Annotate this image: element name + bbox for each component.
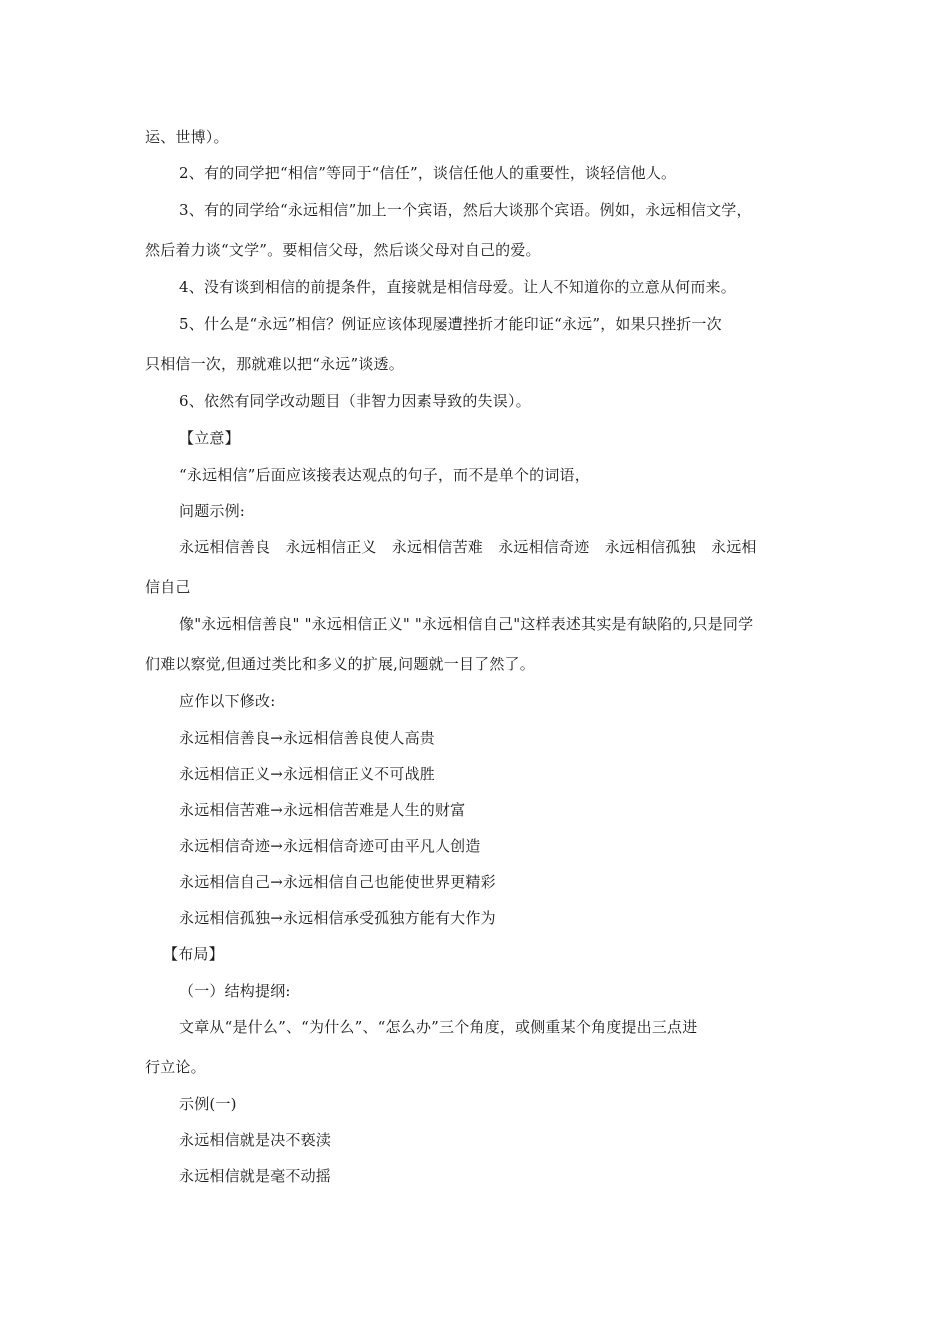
text-line-4: 然后着力谈“文学”。要相信父母，然后谈父母对自己的爱。 (145, 241, 541, 259)
text-line-11: 问题示例: (179, 502, 246, 520)
text-line-7: 只相信一次，那就难以把“永远”谈透。 (145, 355, 404, 373)
revision-item-4: 永远相信奇迹→永远相信奇迹可由平凡人创造 (179, 837, 481, 855)
example-heading: 示例(一) (179, 1095, 237, 1113)
text-line-5: 4、没有谈到相信的前提条件，直接就是相信母爱。让人不知道你的立意从何而来。 (179, 278, 736, 296)
text-line-12: 永远相信善良 永远相信正义 永远相信苦难 永远相信奇迹 永远相信孤独 永远相 (179, 538, 757, 556)
text-line-8: 6、依然有同学改动题目（非智力因素导致的失误）。 (179, 392, 531, 410)
text-line-15: 们难以察觉,但通过类比和多义的扩展,问题就一目了然了。 (145, 655, 535, 673)
text-line-16: 应作以下修改: (179, 692, 276, 710)
subsection-heading-outline: （一）结构提纲: (179, 982, 291, 1000)
revision-item-6: 永远相信孤独→永远相信承受孤独方能有大作为 (179, 909, 496, 927)
revision-item-5: 永远相信自己→永远相信自己也能使世界更精彩 (179, 873, 496, 891)
text-line-1: 运、世博）。 (145, 128, 229, 146)
text-line-14: 像"永远相信善良" "永远相信正义" "永远相信自己"这样表述其实是有缺陷的,只是同学 (179, 615, 754, 633)
text-line-26: 行立论。 (145, 1058, 206, 1076)
revision-item-1: 永远相信善良→永远相信善良使人高贵 (179, 729, 435, 747)
example-line-2: 永远相信就是毫不动摇 (179, 1167, 332, 1185)
text-line-3: 3、有的同学给“永远相信”加上一个宾语，然后大谈那个宾语。例如，永远相信文学， (179, 201, 752, 219)
text-line-10: “永远相信”后面应该接表达观点的句子，而不是单个的词语， (179, 466, 590, 484)
section-heading-buju: 【布局】 (163, 945, 224, 963)
text-line-2: 2、有的同学把“相信”等同于“信任”，谈信任他人的重要性，谈轻信他人。 (179, 164, 677, 182)
text-line-25: 文章从“是什么”、“为什么”、“怎么办”三个角度，或侧重某个角度提出三点进 (179, 1018, 698, 1036)
text-line-13: 信自己 (145, 578, 191, 596)
revision-item-3: 永远相信苦难→永远相信苦难是人生的财富 (179, 801, 466, 819)
revision-item-2: 永远相信正义→永远相信正义不可战胜 (179, 765, 435, 783)
section-heading-liyi: 【立意】 (179, 429, 240, 447)
example-line-1: 永远相信就是决不亵渎 (179, 1131, 332, 1149)
text-line-6: 5、什么是“永远”相信？例证应该体现屡遭挫折才能印证“永远”，如果只挫折一次 (179, 315, 722, 333)
